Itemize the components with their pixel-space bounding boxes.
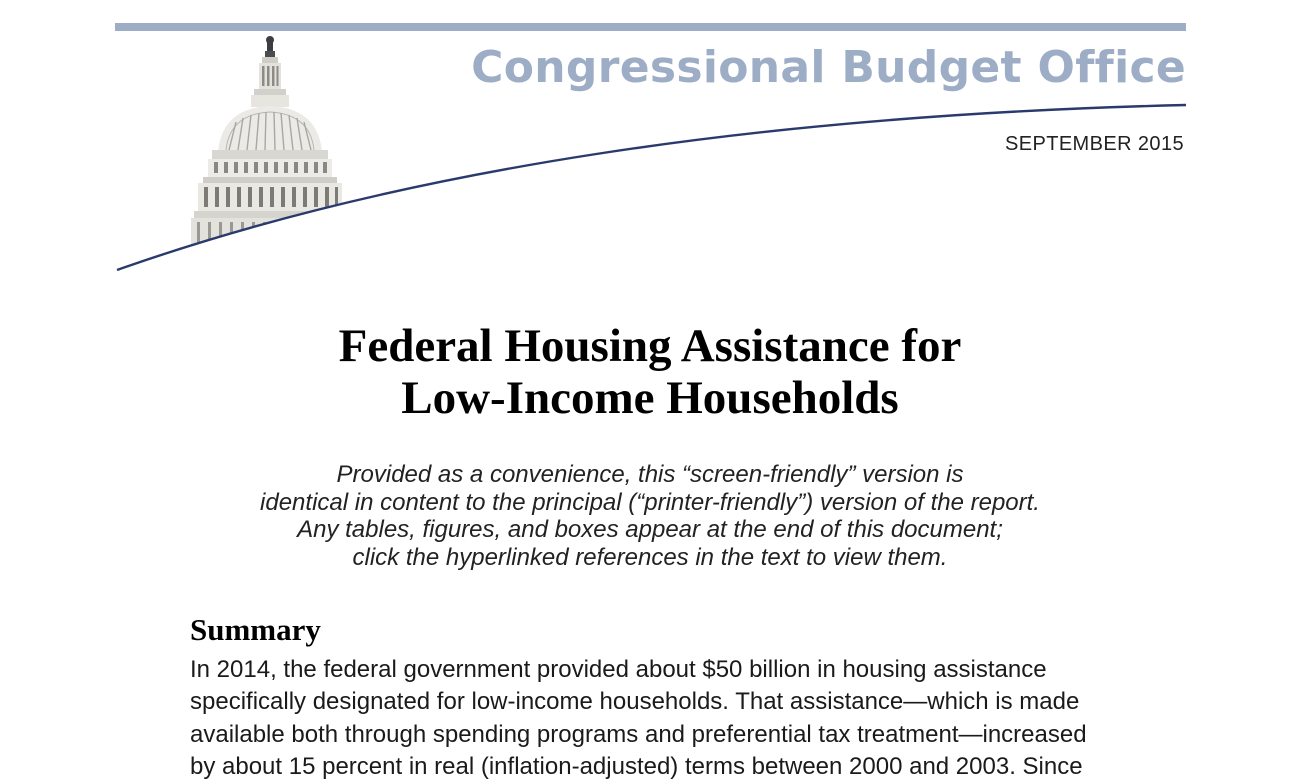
publication-date: SEPTEMBER 2015 xyxy=(1004,133,1184,155)
summary-heading: Summary xyxy=(190,612,321,647)
report-title-line: Low-Income Households xyxy=(401,372,899,424)
note-line: Provided as a convenience, this “screen-friendly” version is xyxy=(336,461,964,488)
note-line: Any tables, figures, and boxes appear at the end of this document; xyxy=(297,516,1003,543)
organization-name: Congressional Budget Office xyxy=(471,42,1186,93)
summary-paragraph xyxy=(190,654,1110,783)
report-title xyxy=(0,320,1300,424)
summary-line: available both through spending programs and preferential tax treatment—increased xyxy=(190,720,1087,748)
screen-friendly-note xyxy=(0,461,1300,571)
note-line: click the hyperlinked references in the text to view them. xyxy=(352,543,948,571)
note-line: identical in content to the principal (“printer-friendly”) version of the report. xyxy=(260,488,1040,516)
summary-line: In 2014, the federal government provided about $50 billion in housing assistance xyxy=(190,656,1047,683)
summary-line: by about 15 percent in real (inflation-adjusted) terms between 2000 and 2003. Since xyxy=(190,752,1083,780)
report-title-line: Federal Housing Assistance for xyxy=(338,320,962,372)
summary-line: specifically designated for low-income households. That assistance—which is made xyxy=(190,688,1080,716)
